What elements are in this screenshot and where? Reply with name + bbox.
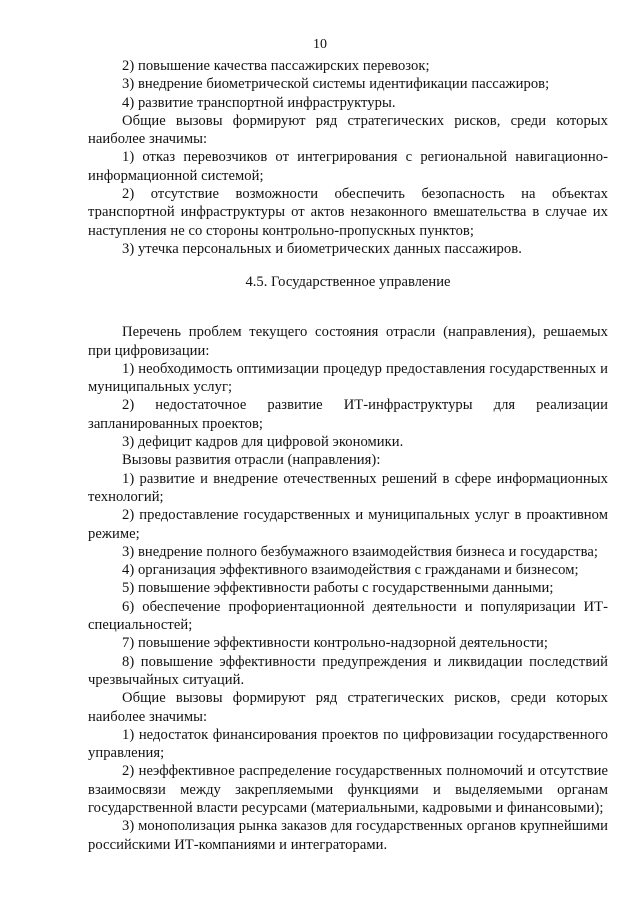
list-item: 6) обеспечение профориентационной деятельности и популяризации ИТ-специальностей; (88, 598, 608, 634)
section-government (88, 323, 608, 854)
list-item: 2) недостаточное развитие ИТ-инфраструктуры для реализации запланированных проектов; (88, 397, 608, 432)
section-heading: 4.5. Государственное управление (245, 274, 451, 291)
list-item: 3) внедрение биометрической системы идентификации пассажиров; (122, 76, 550, 93)
list-item: 8) повышение эффективности предупреждения и ликвидации последствий чрезвычайных ситуаций. (88, 653, 608, 688)
paragraph: Общие вызовы формируют ряд стратегических рисков, среди которых наиболее значимы: (88, 690, 608, 725)
list-item: 2) неэффективное распределение государственных полномочий и отсутствие взаимосвязи между закрепляемыми функциями и выделяемыми органам государственной власти ресурсами (материальными, кадровыми и финансовыми); (88, 763, 608, 816)
list-item: 4) организация эффективного взаимодействия с гражданами и бизнесом; (122, 562, 579, 579)
list-item: 1) необходимость оптимизации процедур предоставления государственных и муниципальных услуг; (88, 360, 608, 396)
list-item: 3) монополизация рынка заказов для государственных органов крупнейшими российскими ИТ-компаниями и интеграторами. (88, 818, 608, 853)
list-item: 3) дефицит кадров для цифровой экономики. (122, 434, 404, 451)
paragraph: Общие вызовы формируют ряд стратегических рисков, среди которых наиболее значимы: (88, 112, 608, 148)
list-item: 3) внедрение полного безбумажного взаимодействия бизнеса и государства; (122, 543, 598, 560)
list-item: 2) повышение качества пассажирских перевозок; (122, 58, 430, 74)
list-item: 2) отсутствие возможности обеспечить безопасность на объектах транспортной инфраструктуры от актов незаконного вмешательства в случае их наступления не со стороны контрольно-пропускных пунктов; (88, 186, 608, 239)
list-item: 2) предоставление государственных и муниципальных услуг в проактивном режиме; (88, 507, 608, 542)
list-item: 7) повышение эффективности контрольно-надзорной деятельности; (122, 635, 549, 652)
document-body (88, 57, 608, 854)
list-item: 1) отказ перевозчиков от интегрирования с региональной навигационно-информационной системой; (88, 149, 608, 184)
list-item: 5) повышение эффективности работы с государственными данными; (122, 580, 554, 597)
paragraph: Вызовы развития отрасли (направления): (122, 452, 381, 469)
list-item: 1) недостаток финансирования проектов по цифровизации государственного управления; (88, 726, 608, 762)
section-transport-continued (88, 57, 608, 258)
page-number: 10 (313, 37, 327, 52)
paragraph: Перечень проблем текущего состояния отрасли (направления), решаемых при цифровизации: (88, 324, 608, 359)
list-item: 3) утечка персональных и биометрических данных пассажиров. (122, 240, 522, 257)
list-item: 1) развитие и внедрение отечественных решений в сфере информационных технологий; (88, 470, 608, 505)
list-item: 4) развитие транспортной инфраструктуры. (122, 94, 396, 111)
